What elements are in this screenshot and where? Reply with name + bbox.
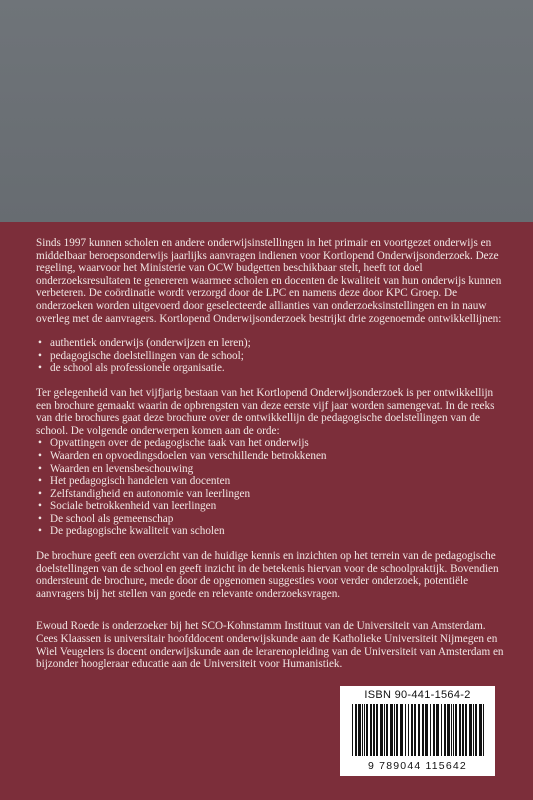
grey-top-band bbox=[0, 0, 533, 222]
barcode-bar bbox=[411, 704, 413, 756]
barcode-bar bbox=[384, 704, 385, 756]
barcode-bar bbox=[444, 704, 446, 756]
barcode-bar bbox=[422, 704, 424, 756]
list-item: • De school als gemeenschap bbox=[36, 513, 506, 526]
barcode-bar bbox=[376, 704, 378, 756]
list-item: • pedagogische doelstellingen van de school; bbox=[36, 350, 506, 363]
barcode-bar bbox=[355, 704, 357, 756]
back-cover-text bbox=[36, 237, 506, 683]
list-item: • de school als professionele organisatie. bbox=[36, 362, 506, 375]
barcode-bar bbox=[479, 704, 482, 756]
barcode-bar bbox=[453, 704, 454, 756]
barcode-bar bbox=[396, 704, 398, 756]
barcode-bar bbox=[414, 704, 416, 756]
list-item: • Het pedagogisch handelen van docenten bbox=[36, 475, 506, 488]
barcode-bar bbox=[362, 704, 363, 756]
barcode-bar bbox=[462, 704, 464, 756]
barcode-bar bbox=[380, 704, 383, 756]
barcode-bar bbox=[394, 704, 395, 756]
barcode-bar bbox=[364, 704, 365, 756]
barcode-bar bbox=[400, 704, 403, 756]
list-item: • Zelfstandigheid en autonomie van leerlingen bbox=[36, 488, 506, 501]
barcode-bars-icon bbox=[352, 704, 484, 756]
barcode-bar bbox=[373, 704, 375, 756]
isbn-label: ISBN 90-441-1564-2 bbox=[364, 689, 471, 701]
barcode-bar bbox=[451, 704, 452, 756]
barcode-bar bbox=[366, 704, 368, 756]
list-item: • Waarden en levensbeschouwing bbox=[36, 463, 506, 476]
barcode-bar bbox=[352, 704, 353, 756]
barcode-bar bbox=[441, 704, 442, 756]
list-item: • Opvattingen over de pedagogische taak van het onderwijs bbox=[36, 437, 506, 450]
development-lines-list bbox=[36, 337, 506, 375]
list-item: • Waarden en opvoedingsdoelen van verschillende betrokkenen bbox=[36, 450, 506, 463]
intro-paragraph: Sinds 1997 kunnen scholen en andere onderwijsinstellingen in het primair en voortgezet onderwijs en middelbaar beroepsonderwijs jaarlijks aanvragen indienen voor Kortlopend Onderwijsonderzoek. Deze regeling, waarvoor het Ministerie van OCW budgetten beschikbaar stelt, heeft tot doel onderzoeksresultaten te genereren waarmee scholen en docenten de kwaliteit van hun onderwijs kunnen verbeteren. De coördinatie wordt verzorgd door de LPC en namens deze door KPC Groep. De onderzoeken worden uitgevoerd door geselecteerde allianties van onderzoeksinstellingen en in nauw overleg met de aanvragers. Kortlopend Onderwijsonderzoek bestrijkt drie zogenoemde ontwikkellijnen: bbox=[36, 237, 502, 325]
list-item: • authentiek onderwijs (onderwijzen en leren); bbox=[36, 337, 506, 350]
isbn-barcode bbox=[340, 686, 495, 776]
barcode-bar bbox=[386, 704, 388, 756]
barcode-bar bbox=[405, 704, 406, 756]
barcode-bar bbox=[473, 704, 474, 756]
list-item: • Sociale betrokkenheid van leerlingen bbox=[36, 500, 506, 513]
authors-paragraph: Ewoud Roede is onderzoeker bij het SCO-Kohnstamm Instituut van de Universiteit van Amsterdam. Cees Klaassen is universitair hoofddocent onderwijskunde aan de Katholieke Universiteit Nijmegen en Wiel Veugelers is docent onderwijskunde aan de lerarenopleiding van de Universiteit van Amsterdam en bijzonder hoogleraar educatie aan de Universiteit voor Humanistiek. bbox=[36, 620, 504, 671]
barcode-bar bbox=[436, 704, 439, 756]
barcode-bar bbox=[430, 704, 431, 756]
barcode-bar bbox=[465, 704, 467, 756]
barcode-bar bbox=[390, 704, 393, 756]
barcode-bar bbox=[447, 704, 450, 756]
barcode-bar bbox=[425, 704, 428, 756]
barcode-bar bbox=[475, 704, 477, 756]
barcode-bar bbox=[408, 704, 409, 756]
barcode-bar bbox=[358, 704, 361, 756]
barcode-bar bbox=[455, 704, 457, 756]
barcode-bar bbox=[433, 704, 435, 756]
summary-paragraph: De brochure geeft een overzicht van de huidige kennis en inzichten op het terrein van de pedagogische doelstellingen van de school en geeft inzicht in de betekenis hiervan voor de schoolpraktijk. Bovendien ondersteunt de brochure, mede door de opgenomen suggesties voor verder onderzoek, potentiële aanvragers bij het stellen van goede en relevante onderzoeksvragen. bbox=[36, 550, 499, 600]
list-item: • De pedagogische kwaliteit van scholen bbox=[36, 525, 506, 538]
topics-list bbox=[36, 437, 506, 538]
barcode-bar bbox=[370, 704, 372, 756]
occasion-paragraph: Ter gelegenheid van het vijfjarig bestaan van het Kortlopend Onderwijsonderzoek is per ontwikkellijn een brochure gemaakt waarin de opbrengsten van deze eerste vijf jaar worden samengevat. In de reeks van drie brochures gaat deze brochure over de ontwikkellijn de pedagogische doelstellingen van de school. De volgende onderwerpen komen aan de orde: bbox=[36, 386, 495, 437]
barcode-bar bbox=[469, 704, 472, 756]
ean-digits: 9 789044 115642 bbox=[368, 760, 467, 772]
barcode-bar bbox=[459, 704, 461, 756]
barcode-bar bbox=[418, 704, 420, 756]
barcode-bar bbox=[483, 704, 484, 756]
